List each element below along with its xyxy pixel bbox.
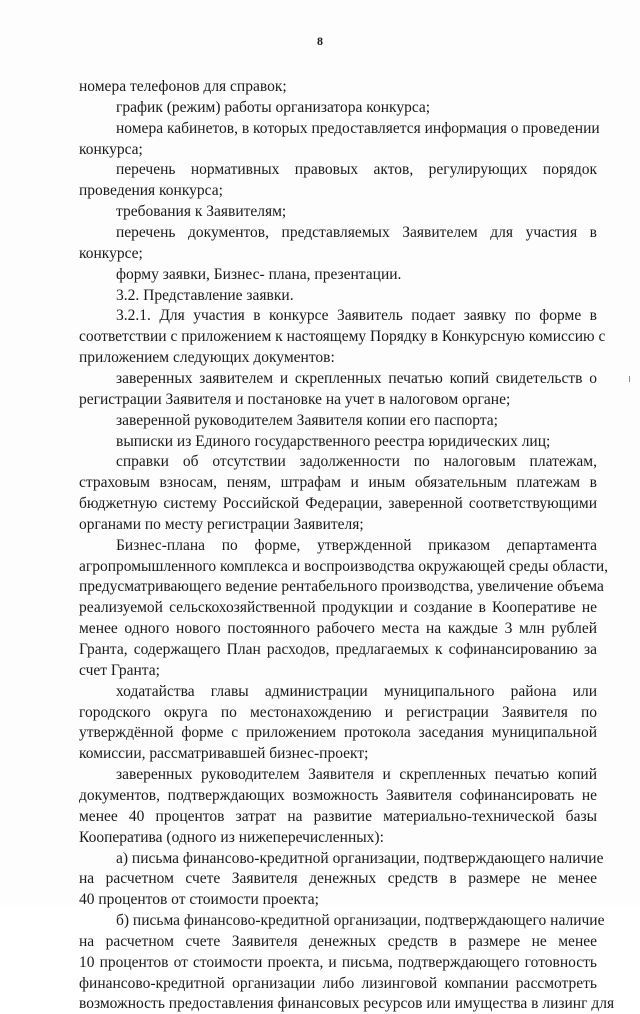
text-line: Бизнес-плана по форме, утвержденной приказом департамента bbox=[116, 536, 597, 554]
text-line: выписки из Единого государственного реестра юридических лиц; bbox=[116, 432, 551, 450]
text-line: финансово-кредитной организации либо лизинговой компании рассмотреть bbox=[79, 974, 597, 992]
text-line: 3.2.1. Для участия в конкурсе Заявитель подает заявку по форме в bbox=[116, 307, 597, 325]
text-line: счет Гранта; bbox=[79, 661, 160, 679]
text-line: документов, подтверждающих возможность Заявителя софинансировать не bbox=[79, 786, 597, 804]
text-line: 3.2. Представление заявки. bbox=[116, 286, 294, 304]
text-line: возможность предоставления финансовых ресурсов или имущества в лизинг для bbox=[79, 995, 615, 1013]
text-line: а) письма финансово-кредитной организации, подтверждающего наличие bbox=[116, 849, 604, 867]
text-line: проведения конкурса; bbox=[79, 182, 223, 200]
text-line: перечень документов, представляемых Заявителем для участия в bbox=[116, 224, 597, 241]
margin-mark bbox=[629, 376, 630, 382]
text-line: Кооператива (одного из нижеперечисленных): bbox=[79, 828, 384, 846]
text-line: органами по месту регистрации Заявителя; bbox=[79, 515, 364, 533]
text-line: заверенной руководителем Заявителя копии его паспорта; bbox=[116, 411, 498, 429]
text-line: страховым взносам, пеням, штрафам и иным обязательным платежам в bbox=[79, 474, 597, 492]
text-line: бюджетную систему Российской Федерации, заверенной соответствующими bbox=[79, 495, 597, 512]
text-line: комиссии, рассматривавшей бизнес-проект; bbox=[79, 745, 369, 763]
text-line: соответствии с приложением к настоящему Порядку в Конкурсную комиссию с bbox=[79, 328, 606, 346]
text-line: конкурсе; bbox=[79, 244, 143, 262]
text-line: реализуемой сельскохозяйственной продукции и создание в Кооперативе не bbox=[79, 599, 597, 617]
text-line: номера кабинетов, в которых предоставляется информация о проведении bbox=[116, 119, 600, 137]
text-line: 40 процентов от стоимости проекта; bbox=[79, 891, 319, 909]
text-line: заверенных заявителем и скрепленных печатью копий свидетельств о bbox=[116, 369, 597, 387]
page-number: 8 bbox=[317, 34, 323, 48]
text-line: предусматривающего ведение рентабельного производства, увеличение объема bbox=[79, 578, 604, 596]
text-line: заверенных руководителем Заявителя и скрепленных печатью копий bbox=[116, 766, 597, 784]
text-line: городского округа по местонахождению и регистрации Заявителя по bbox=[79, 703, 597, 721]
text-line: б) письма финансово-кредитной организации, подтверждающего наличие bbox=[116, 912, 605, 929]
text-line: на расчетном счете Заявителя денежных средств в размере не менее bbox=[79, 870, 597, 888]
text-line: приложением следующих документов: bbox=[79, 349, 335, 367]
text-line: конкурса; bbox=[79, 140, 143, 158]
text-line: утверждённой форме с приложением протокола заседания муниципальной bbox=[79, 724, 597, 742]
text-line: на расчетном счете Заявителя денежных средств в размере не менее bbox=[79, 932, 597, 950]
text-line: менее одного нового постоянного рабочего места на каждые 3 млн рублей bbox=[79, 620, 597, 638]
text-line: менее 40 процентов затрат на развитие материально-технической базы bbox=[79, 807, 597, 825]
text-line: график (режим) работы организатора конкурса; bbox=[116, 98, 431, 116]
text-line: регистрации Заявителя и постановке на учет в налоговом органе; bbox=[79, 390, 511, 408]
text-line: требования к Заявителям; bbox=[116, 203, 287, 221]
text-line: агропромышленного комплекса и воспроизводства окружающей среды области, bbox=[79, 557, 609, 575]
text-line: Гранта, содержащего План расходов, предлагаемых к софинансированию за bbox=[79, 641, 597, 658]
text-line: 10 процентов от стоимости проекта, и письма, подтверждающего готовность bbox=[79, 953, 597, 971]
text-line: справки об отсутствии задолженности по налоговым платежам, bbox=[116, 453, 597, 471]
text-line: номера телефонов для справок; bbox=[79, 78, 287, 95]
text-line: перечень нормативных правовых актов, регулирующих порядок bbox=[116, 161, 597, 179]
text-line: ходатайства главы администрации муниципального района или bbox=[116, 682, 597, 700]
text-line: форму заявки, Бизнес- плана, презентации. bbox=[116, 265, 402, 283]
